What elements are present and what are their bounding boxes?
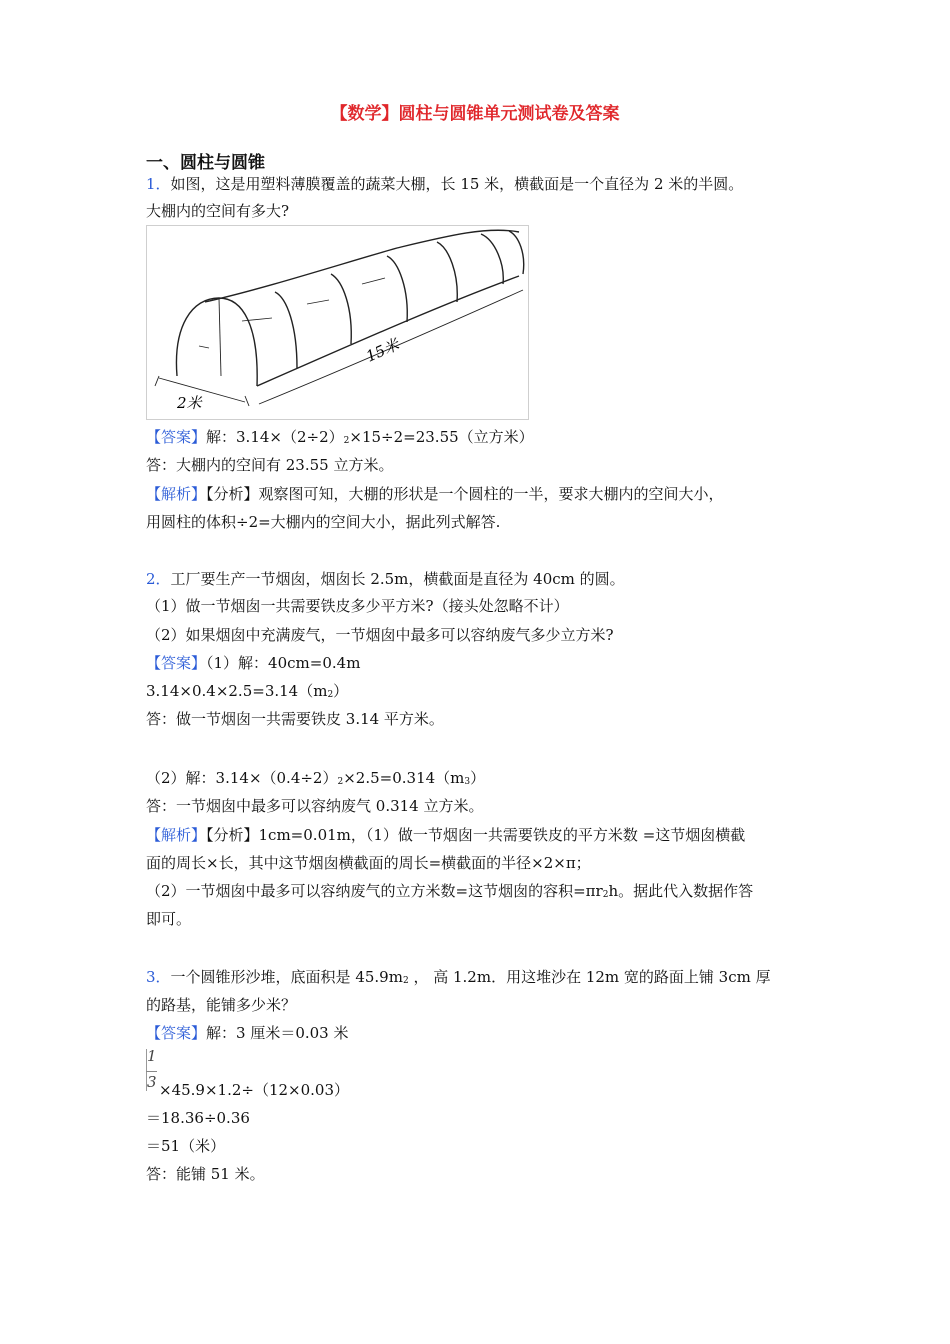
page-title: 【数学】圆柱与圆锥单元测试卷及答案 [330, 104, 620, 124]
q1-answer: 【答案】解：$3.14\times(2\div 2)^2\times 15\div 2=23.55$（立方米） [146, 428, 534, 446]
q2-answer: 【答案】（1）解：40cm=0.4m [146, 654, 361, 672]
fraction-numerator: 1 [147, 1047, 157, 1065]
figure-label-length: 15米 [363, 335, 402, 366]
q2-reply2: 答：一节烟囱中最多可以容纳废气 0.314 立方米。 [146, 797, 484, 815]
q2-sub2: （2）如果烟囱中充满废气，一节烟囱中最多可以容纳废气多少立方米? [146, 626, 614, 644]
q3-text-line2: 的路基，能铺多少米？ [146, 996, 297, 1014]
q1-number: 1． [146, 175, 171, 193]
q2-text: 2．工厂要生产一节烟囱，烟囱长 2.5m，横截面是直径为 40cm 的圆。 [146, 570, 625, 588]
greenhouse-figure [146, 225, 529, 420]
q1-text-line1: 1．如图，这是用塑料薄膜覆盖的蔬菜大棚，长 15 米，横截面是一个直径为 2 米的半圆。 [146, 175, 744, 193]
q2-sub1: （1）做一节烟囱一共需要铁皮多少平方米?（接头处忽略不计） [146, 597, 569, 615]
q3-calc2: ＝18.36÷0.36 [146, 1109, 250, 1127]
section-heading: 一、圆柱与圆锥 [146, 153, 265, 173]
one-third-fraction [146, 1047, 158, 1093]
q3-calc3: ＝51（米） [146, 1137, 226, 1155]
q2-analysis-line2: 面的周长×长，其中这节烟囱横截面的周长=横截面的半径×2×π； [146, 854, 591, 872]
figure-label-width: 2米 [177, 394, 202, 412]
greenhouse-drawing [147, 226, 528, 419]
fraction-denominator: 3 [147, 1073, 157, 1091]
q1-analysis-line1: 【解析】【分析】观察图可知，大棚的形状是一个圆柱的一半，要求大棚内的空间大小， [146, 485, 724, 503]
ridge-line [205, 230, 519, 302]
q2-analysis-line3: （2）一节烟囱中最多可以容纳废气的立方米数=这节烟囱的容积$=\pi r^2h$。据此代入数据作答 [146, 882, 754, 900]
q3-text-line1: 3．一个圆锥形沙堆，底面积是 $45.9m^2$ ， 高 1.2m．用这堆沙在 12m 宽的路面上铺 3cm 厚 [146, 968, 771, 986]
q2-reply1: 答：做一节烟囱一共需要铁皮 3.14 平方米。 [146, 710, 444, 728]
q3-answer: 【答案】解：3 厘米＝0.03 米 [146, 1024, 349, 1042]
q1-text-line2: 大棚内的空间有多大? [146, 202, 290, 220]
ground-line [257, 276, 519, 386]
q1-analysis-line2: 用圆柱的体积÷2=大棚内的空间大小，据此列式解答. [146, 513, 501, 531]
q2-analysis-line4: 即可。 [146, 910, 192, 928]
q3-reply: 答：能铺 51 米。 [146, 1165, 265, 1183]
q2-answer2: （2）解：$3.14\times(0.4\div 2)^2\times 2.5=0.314(m^3)$ [146, 769, 486, 787]
q2-analysis-line1: 【解析】【分析】1cm=0.01m，（1）做一节烟囱一共需要铁皮的平方米数 =这节烟囱横截 [146, 826, 746, 844]
front-arch [176, 298, 257, 386]
q2-calc1: $3.14\times 0.4\times 2.5=3.14(m^2)$ [146, 682, 349, 700]
q3-calc1: ×45.9×1.2÷（12×0.03） [159, 1081, 350, 1099]
q1-reply: 答：大棚内的空间有 23.55 立方米。 [146, 456, 394, 474]
